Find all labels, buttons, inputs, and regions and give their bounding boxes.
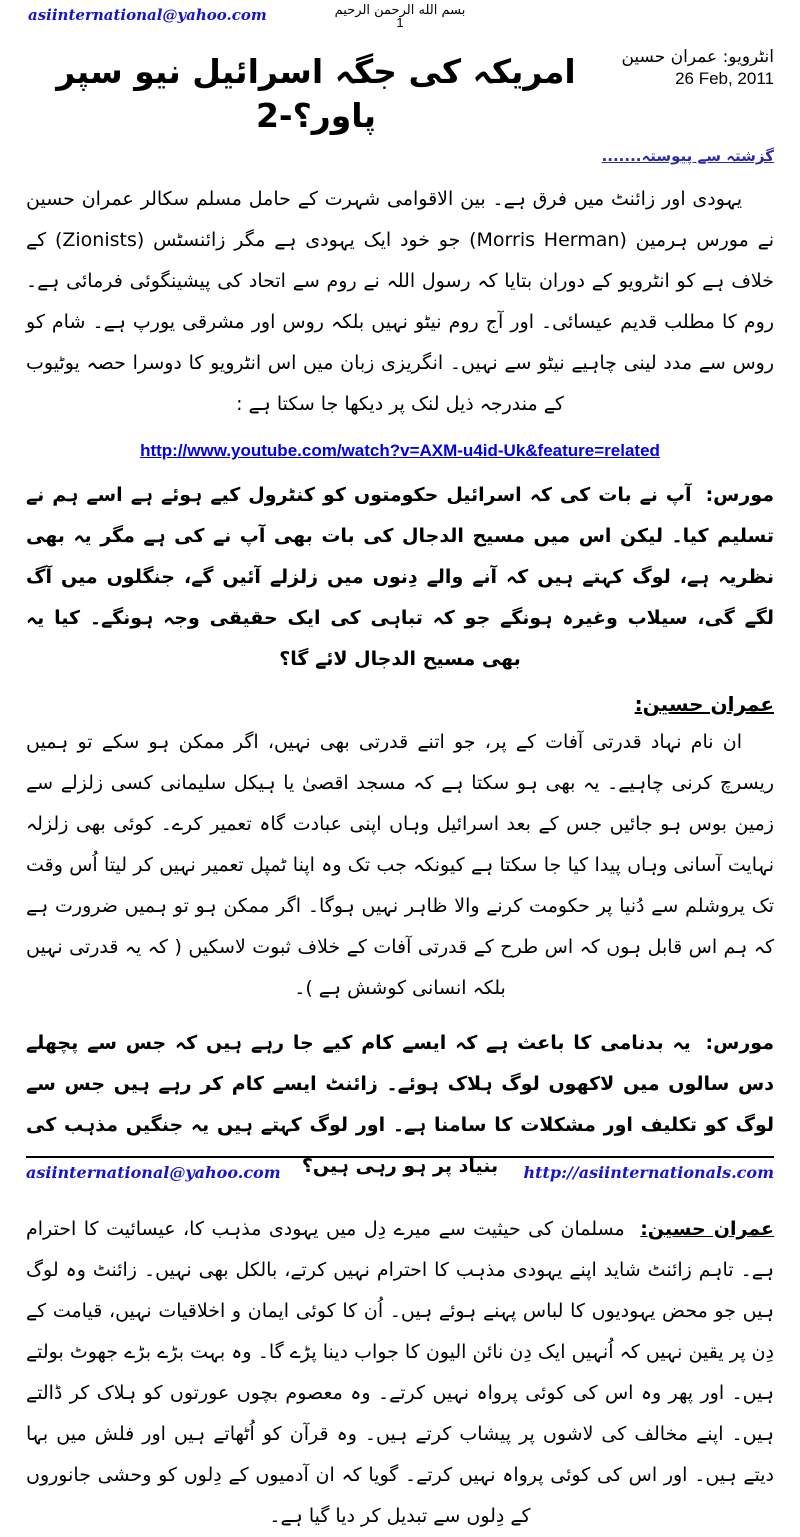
video-link-row (26, 441, 774, 461)
header-email-link[interactable]: asiinternational@yahoo.com (28, 6, 267, 24)
page-number: 1 (396, 15, 404, 30)
continued-row (26, 146, 774, 165)
imran-answer-2 (26, 1209, 774, 1537)
title-row (26, 44, 774, 138)
imran-answer-1: ان نام نہاد قدرتی آفات کے پر، جو اتنے قدرتی بھی نہیں، اگر ممکن ہو سکے تو ہمیں ریسرچ کرنی چاہیے۔ یہ بھی ہو سکتا ہے کہ مسجد اقصیٰ یا ہیکل سلیمانی کسی زلزلے سے زمین بوس ہو جائیں جس کے بعد اسرائیل وہاں اپنی عبادت گاہ تعمیر کرے۔ کوئی بھی زلزلہ نہایت آسانی وہاں پیدا کیا جا سکتا ہے کیونکہ جب تک وہ اپنا ٹمپل تعمیر نہیں کر لیتا اُس وقت تک یروشلم سے دُنیا پر حکومت کرنے والا ظاہر نہیں ہوگا۔ اگر ممکن ہو تو ہمیں ضرورت ہے کہ ہم اس قابل ہوں کہ اس طرح کے قدرتی آفات کے خلاف ثبوت لاسکیں ( کہ یہ قدرتی نہیں بلکہ انسانی کوشش ہے )۔ (26, 731, 774, 999)
intro-paragraph: یہودی اور زائنٹ میں فرق ہے۔ بین الاقوامی شہرت کے حامل مسلم سکالر عمران حسین نے مورس ہرمین (Morris Herman) جو خود ایک یہودی ہے مگر زائنسٹس (Zionists) کے خلاف ہے کو انٹرویو کے دوران بتایا کہ رسول اللہ نے روم سے اتحاد کی پیشینگوئی فرمائی ہے۔ روم کا مطلب قدیم عیسائی۔ اور آج روم نیٹو نہیں بلکہ روس اور مشرقی یورپ ہے۔ شام کو روس سے مدد لینی چاہیے نیٹو سے نہیں۔ انگریزی زبان میں اس انٹرویو کا دوسرا حصہ یوٹیوب کے مندرجہ ذیل لنک پر دیکھا جا سکتا ہے : (26, 188, 774, 415)
morris-question-2-text: یہ بدنامی کا باعث ہے کہ ایسے کام کیے جا رہے ہیں کہ جس سے پچھلے دس سالوں میں لاکھوں لوگ ہلاک ہوئے۔ زائنٹ ایسے کام کر رہے ہیں جس سے لوگ کو تکلیف اور مشکلات کا سامنا ہے۔ اور لوگ کہتے ہیں یہ جنگیں مذہب کی بنیاد پر ہو رہی ہیں؟ (26, 1032, 774, 1177)
morris-question-1-text: آپ نے بات کی کہ اسرائیل حکومتوں کو کنٹرول کیے ہوئے ہے اسے ہم نے تسلیم کیا۔ لیکن اس میں مسیح الدجال کی بات بھی آپ نے کی ہے مگر یہ بھی نظریہ ہے، لوگ کہتے ہیں کہ آنے والے دِنوں میں زلزلے آئیں گے، جنگلوں میں آگ لگے گی، سیلاب وغیرہ ہونگے جو کہ تباہی کی ایک حقیقی وجہ ہونگے۔ کیا یہ بھی مسیح الدجال لائے گا؟ (26, 484, 774, 670)
publication-date: 26 Feb, 2011 (675, 69, 774, 88)
continued-note: گزشتہ سے پیوستہ....... (601, 147, 774, 165)
speaker-label-morris-2: مورس: (705, 1032, 774, 1054)
imran-heading: عمران حسین: (634, 692, 774, 716)
page-footer (26, 1156, 774, 1182)
speaker-label-imran-2: عمران حسین: (640, 1218, 774, 1240)
speaker-label-morris-1: مورس: (705, 484, 774, 506)
imran-answer-2-text: مسلمان کی حیثیت سے میرے دِل میں یہودی مذہب کا، عیسائیت کا احترام ہے۔ تاہم زائنٹ شاید اپنے یہودی مذہب کا احترام نہیں کرتے، بالکل بھی نہیں۔ زائنٹ وہ لوگ ہیں جو محض یہودیوں کا لباس پہنے ہوئے ہیں۔ اُن کا کوئی ایمان و اخلاقیات نہیں، قیامت کے دِن پر یقین نہیں کہ اُنہیں ایک دِن نائن الیون کا جواب دینا پڑے گا۔ وہ بہت بڑے بڑے جھوٹ بولتے ہیں۔ اور پھر وہ اس کی کوئی پرواہ نہیں کرتے۔ وہ معصوم بچوں عورتوں کو ہلاک کر ڈالتے ہیں۔ اپنے مخالف کی لاشوں پر پیشاب کرتے ہیں۔ وہ قرآن کو اُٹھاتے ہیں اور فلش میں بہا دیتے ہیں۔ اور اس کی کوئی پرواہ نہیں کرتے۔ گویا کہ ان آدمیوں کے دِلوں کو وحشی جانوروں کے دِلوں سے تبدیل کر دیا گیا ہے۔ (26, 1218, 774, 1527)
interviewer-credit: انٹرویو: عمران حسین (621, 47, 774, 67)
credit-block (606, 44, 774, 90)
footer-website-link[interactable]: http://asiinternationals.com (523, 1163, 774, 1182)
footer-email-link[interactable]: asiinternational@yahoo.com (26, 1163, 281, 1182)
page-header (26, 4, 774, 42)
bismillah-text: بسم الله الرحمن الرحيم (334, 3, 466, 18)
morris-question-1 (26, 475, 774, 680)
bismillah-block (26, 4, 774, 29)
page-title: امریکہ کی جگہ اسرائیل نیو سپر پاور؟-2 (56, 52, 576, 135)
title-wrap (26, 44, 606, 138)
youtube-link[interactable]: http://www.youtube.com/watch?v=AXM-u4id-Uk&feature=related (140, 441, 660, 460)
